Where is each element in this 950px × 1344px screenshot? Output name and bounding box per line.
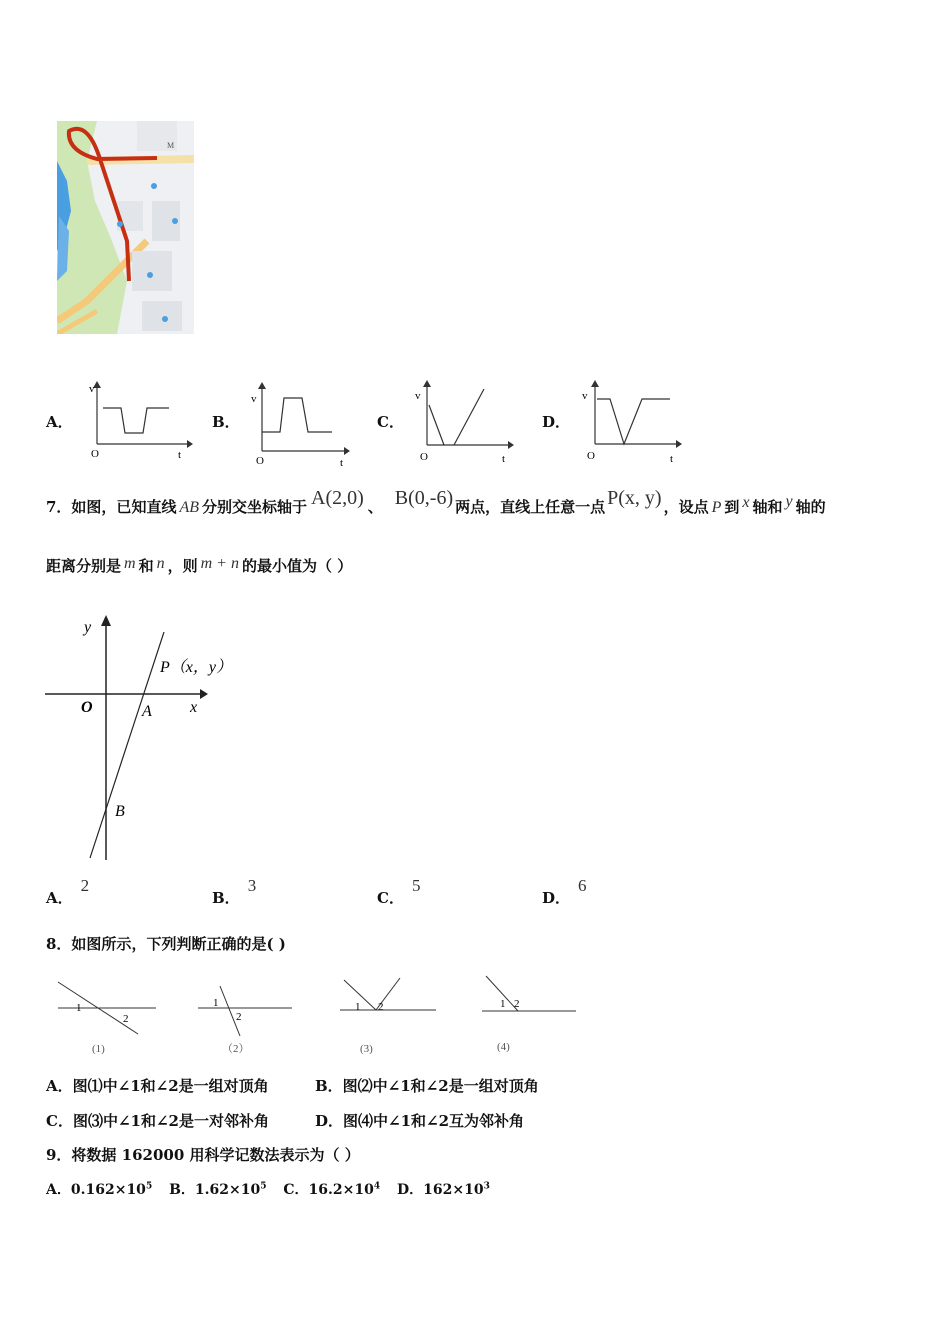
- q7-point-p: P(x, y): [607, 487, 662, 509]
- q7-text: 轴和: [752, 498, 783, 516]
- q7-stem-line2: [46, 555, 352, 576]
- q7-option-a-label: A．: [46, 889, 73, 907]
- q9-option-d-base: 162×10: [423, 1182, 484, 1198]
- q7-option-a-value: 2: [80, 876, 90, 895]
- q7-point-a: A(2,0): [311, 487, 364, 509]
- q8-fig3-caption: (3): [360, 1043, 373, 1055]
- route-map-image: [57, 121, 194, 334]
- q7-option-d[interactable]: [542, 876, 587, 908]
- q7-text: 7．如图，已知直线: [46, 498, 177, 516]
- q8-figure-4: [482, 976, 576, 1053]
- q6-graph-c: [412, 377, 522, 467]
- q6-a-t-label: t: [178, 449, 182, 461]
- q7-fig-origin: O: [81, 699, 93, 716]
- q8-stem: 8．如图所示，下列判断正确的是( ): [46, 935, 286, 953]
- q8-fig1-caption: (1): [92, 1043, 105, 1055]
- q7-option-d-label: D．: [542, 889, 571, 907]
- q7-stem-line1: [46, 487, 826, 518]
- q7-ab: AB: [179, 499, 199, 516]
- q6-graph-d: [578, 377, 688, 467]
- q7-option-c-value: 5: [411, 876, 421, 895]
- q7-point-b: B(0,-6): [394, 487, 454, 509]
- q7-m-plus-n: m + n: [200, 555, 239, 572]
- q7-x: x: [742, 494, 750, 511]
- q8-fig4-angle1: 1: [500, 998, 506, 1010]
- q9-option-d[interactable]: [397, 1182, 490, 1198]
- q8-figure-2: [198, 986, 292, 1055]
- q9-option-b-label: B．: [169, 1182, 195, 1198]
- q7-text: 的最小值为（ ）: [241, 557, 353, 575]
- q7-option-a[interactable]: [46, 876, 90, 908]
- q7-text: 到: [724, 498, 740, 516]
- q9-option-c-label: C．: [283, 1182, 309, 1198]
- q7-p: P: [711, 499, 722, 516]
- q9-option-a-label: A．: [46, 1182, 71, 1198]
- q6-d-t-label: t: [670, 453, 674, 465]
- q8-fig3-angle2: 2: [378, 1001, 384, 1013]
- q7-option-b[interactable]: [212, 876, 257, 908]
- q6-graph-b: [248, 380, 358, 470]
- q7-n: n: [156, 555, 165, 572]
- q6-graph-a: [85, 378, 195, 463]
- q7-option-b-value: 3: [247, 876, 257, 895]
- q6-d-v-label: v: [582, 390, 588, 402]
- q6-d-origin: O: [587, 450, 595, 462]
- q8-fig2-caption: （2）: [222, 1043, 250, 1055]
- q6-option-c-label: C．: [377, 413, 404, 431]
- q9-stem: 9．将数据 162000 用科学记数法表示为（ ）: [46, 1146, 360, 1164]
- q6-c-origin: O: [420, 451, 428, 463]
- q9-options-row: [46, 1179, 490, 1199]
- q7-text: 和: [138, 557, 154, 575]
- q7-text: 、: [367, 498, 383, 516]
- q7-fig-x-label: x: [190, 699, 198, 716]
- q9-option-b-exp: 5: [260, 1181, 267, 1192]
- q6-b-t-label: t: [340, 457, 344, 469]
- q7-text: 分别交坐标轴于: [202, 498, 308, 516]
- q8-fig2-angle2: 2: [236, 1011, 242, 1023]
- q6-c-v-label: v: [415, 390, 421, 402]
- q9-option-a-base: 0.162×10: [70, 1182, 146, 1198]
- q6-a-origin: O: [91, 448, 99, 460]
- q7-text: 轴的: [795, 498, 826, 516]
- q9-option-b[interactable]: [169, 1182, 266, 1198]
- q6-b-v-label: v: [251, 393, 257, 405]
- q8-fig2-angle1: 1: [213, 997, 219, 1009]
- q8-fig1-angle2: 2: [123, 1013, 129, 1025]
- q8-fig4-angle2: 2: [514, 998, 520, 1010]
- q8-option-a[interactable]: A．图⑴中∠1和∠2是一组对顶角: [46, 1077, 269, 1095]
- q7-option-b-label: B．: [212, 889, 240, 907]
- q7-option-c[interactable]: [377, 876, 421, 908]
- q7-text: ，则: [167, 557, 198, 575]
- q9-option-d-label: D．: [396, 1182, 424, 1198]
- q6-option-d-label: D．: [542, 413, 571, 431]
- q6-option-b-label: B．: [212, 413, 240, 431]
- q7-text: 两点，直线上任意一点: [455, 498, 606, 516]
- q6-option-a-label: A．: [46, 413, 73, 431]
- q7-coordinate-figure: [40, 612, 270, 862]
- q7-fig-a-label: A: [142, 703, 152, 720]
- q7-fig-p-label: P（x，y）: [160, 659, 232, 676]
- q8-figure-3: [340, 978, 436, 1055]
- q8-angle-figures: [50, 972, 590, 1062]
- q8-option-c[interactable]: C．图⑶中∠1和∠2是一对邻补角: [46, 1112, 269, 1130]
- map-marker-label: M: [167, 141, 175, 150]
- q7-text: ，设点: [663, 498, 709, 516]
- q7-option-d-value: 6: [578, 876, 587, 895]
- q8-figure-1: [58, 982, 156, 1055]
- q8-fig4-caption: (4): [497, 1041, 510, 1053]
- q9-option-a-exp: 5: [145, 1181, 153, 1192]
- q9-option-a[interactable]: [46, 1182, 152, 1198]
- q9-option-d-exp: 3: [483, 1181, 490, 1192]
- q7-fig-y-label: y: [84, 619, 92, 636]
- q6-c-t-label: t: [502, 453, 506, 465]
- q7-option-c-label: C．: [377, 889, 404, 907]
- q9-option-c-base: 16.2×10: [308, 1182, 374, 1198]
- q7-fig-b-label: B: [115, 803, 125, 820]
- q6-a-v-label: v: [89, 383, 95, 395]
- q8-option-d[interactable]: D．图⑷中∠1和∠2互为邻补角: [315, 1112, 525, 1130]
- q9-option-b-base: 1.62×10: [194, 1182, 261, 1198]
- q6-b-origin: O: [256, 455, 264, 467]
- q9-option-c[interactable]: [283, 1182, 380, 1198]
- q7-m: m: [124, 555, 136, 572]
- q8-fig3-angle1: 1: [355, 1001, 361, 1013]
- q9-option-c-exp: 4: [373, 1181, 381, 1192]
- q7-text: 距离分别是: [46, 557, 122, 575]
- q7-y: y: [785, 493, 793, 510]
- q8-fig1-angle1: 1: [76, 1002, 82, 1014]
- q8-option-b[interactable]: B．图⑵中∠1和∠2是一组对顶角: [315, 1077, 539, 1095]
